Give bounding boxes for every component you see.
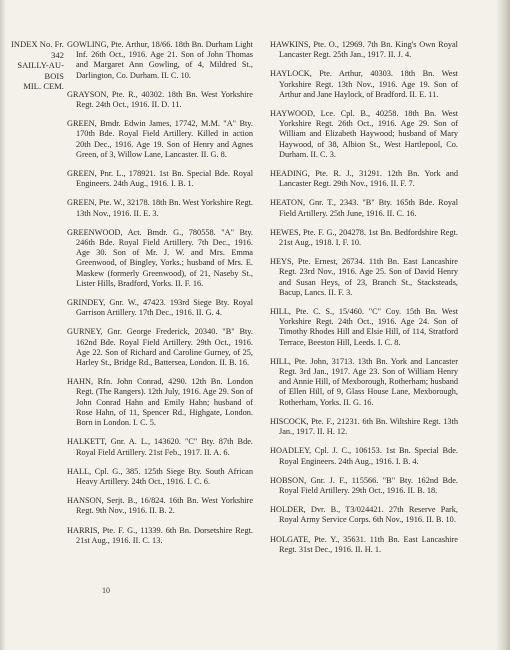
left-column <box>67 40 253 555</box>
burial-entry: GURNEY, Gnr. George Frederick, 20340. "B" Bty. 162nd Bde. Royal Field Artillery. 29th Oct., 1916. Age 22. Son of Richard and Caroline Gurney, of 25, Harley St., Bridge Rd., Battersea, London. II. B. 16. <box>67 327 253 368</box>
burial-entry: HAWKINS, Pte. O., 12969. 7th Bn. King's Own Royal Lancaster Regt. 25th Jan., 1917. II. J. 4. <box>270 40 458 60</box>
burial-entry: HOLGATE, Pte. Y., 35631. 11th Bn. East Lancashire Regt. 31st Dec., 1916. II. H. 1. <box>270 534 458 554</box>
burial-entry: HOBSON, Gnr. J. F., 115566. "B" Bty. 162nd Bde. Royal Field Artillery. 29th Oct., 1916. II. B. 18. <box>270 475 458 495</box>
burial-entry: GREENWOOD, Act. Bmdr. G., 780558. "A" Bty. 246th Bde. Royal Field Artillery. 7th Dec., 1916. Age 30. Son of Mr. J. W. and Mrs. Emma Greenwood, of Bingley, Yorks.; husband of Mrs. E. Maskew (formerly Greenwood), of 21, Naseby St., Lister Hills, Bradford, Yorks. II. F. 16. <box>67 227 253 288</box>
cemetery-type: MIL. CEM. <box>23 82 64 92</box>
burial-entry: HOADLEY, Cpl. J. C., 106153. 1st Bn. Special Bde. Royal Engineers. 24th Aug., 1916. I. B. 4. <box>270 446 458 466</box>
burial-entry: HEYS, Pte. Ernest, 26734. 11th Bn. East Lancashire Regt. 23rd Nov., 1916. Age 25. Son of David Henry and Susan Heys, of 23, Branch St., Stacksteads, Bacup, Lancs. II. F. 3. <box>270 257 458 297</box>
cemetery-index-header <box>4 40 64 93</box>
index-number: INDEX No. Fr. 342 <box>11 40 64 60</box>
burial-entry: GRAYSON, Pte. R., 40302. 18th Bn. West Yorkshire Regt. 24th Oct., 1916. II. D. 11. <box>67 89 253 110</box>
burial-entry: HEADING, Pte. R. J., 31291. 12th Bn. York and Lancaster Regt. 29th Nov., 1916. II. F. 7. <box>270 169 458 189</box>
book-spine-shadow <box>496 0 510 650</box>
burial-entry: GOWLING, Pte. Arthur, 18/66. 18th Bn. Durham Light Inf. 26th Oct., 1916. Age 21. Son of John Thomas and Margaret Ann Gowling, of 4, Mildred St., Darlington, Co. Durham. II. C. 10. <box>67 40 253 80</box>
burial-entry: HAHN, Rfn. John Conrad, 4290. 12th Bn. London Regt. (The Rangers). 12th July, 1916. Age 29. Son of John Conrad Hahn and Emily Hahn; husband of Rose Hahn, of 11, Spencer Rd., Highgate, London. Born in London. I. C. 5. <box>67 377 253 428</box>
burial-entry: HEATON, Gnr. T., 2343. "B" Bty. 165th Bde. Royal Field Artillery. 25th June, 1916. II. C. 16. <box>270 198 458 218</box>
burial-entry: HALKETT, Gnr. A. L., 143620. "C" Bty. 87th Bde. Royal Field Artillery. 21st Feb., 1917. II. A. 6. <box>67 437 253 457</box>
burial-entry: HOLDER, Dvr. B., T3/024421. 27th Reserve Park, Royal Army Service Corps. 6th Nov., 1916. II. B. 10. <box>270 505 458 525</box>
burial-entry: HAYLOCK, Pte. Arthur, 40303. 18th Bn. West Yorkshire Regt. 13th Nov., 1916. Age 19. Son of Arthur and Jane Haylock, of Bradford. II. E. 11. <box>270 69 458 99</box>
page-number: 10 <box>102 586 110 595</box>
burial-entry: GREEN, Pnr. L., 178921. 1st Bn. Special Bde. Royal Engineers. 24th Aug., 1916. I. B. 1. <box>67 169 253 189</box>
burial-entry: HAYWOOD, Lce. Cpl. B., 40258. 18th Bn. West Yorkshire Regt. 26th Oct., 1916. Age 29. Son of William and Elizabeth Haywood; husband of Mary Haywood, of 38, Albion St., West Hartlepool, Co. Durham. II. C. 3. <box>270 109 458 159</box>
page-edge-shadow <box>0 0 6 650</box>
burial-entry: HARRIS, Pte. F. G., 11339. 6th Bn. Dorsetshire Regt. 21st Aug., 1916. II. C. 13. <box>67 525 253 545</box>
burial-entry: HALL, Cpl. G., 385. 125th Siege Bty. South African Heavy Artillery. 24th Oct., 1916. I. C. 6. <box>67 466 253 486</box>
burial-entry: HANSON, Serjt. B., 16/824. 16th Bn. West Yorkshire Regt. 9th Nov., 1916. II. B. 2. <box>67 496 253 516</box>
burial-entry: GREEN, Pte. W., 32178. 18th Bn. West Yorkshire Regt. 13th Nov., 1916. II. E. 3. <box>67 198 253 218</box>
burial-entry: GREEN, Bmdr. Edwin James, 17742, M.M. "A" Bty. 170th Bde. Royal Field Artillery. Killed in action 20th Dec., 1916. Age 19. Son of Henry and Agnes Green, of 3, Willow Lane, Lancaster. II. G. 8. <box>67 119 253 159</box>
cemetery-name: SAILLY-AU-BOIS <box>17 61 64 81</box>
burial-entry: HEWES, Pte. F. G., 204278. 1st Bn. Bedfordshire Regt. 21st Aug., 1918. I. F. 10. <box>270 227 458 248</box>
burial-entry: GRINDEY, Gnr. W., 47423. 193rd Siege Bty. Royal Garrison Artillery. 17th Dec., 1916. II. G. 4. <box>67 298 253 318</box>
burial-entry: HISCOCK, Pte. F., 21231. 6th Bn. Wiltshire Regt. 13th Jan., 1917. II. H. 12. <box>270 416 458 437</box>
burial-entry: HILL, Pte. C. S., 15/460. "C" Coy. 15th Bn. West Yorkshire Regt. 24th Oct., 1916. Age 24. Son of Timothy Rhodes Hill and Elsie Hill, of 114, Stratford Terrace, Beeston Hill, Leeds. I. C. 8. <box>270 307 458 347</box>
right-column <box>270 40 458 564</box>
burial-entry: HILL, Pte. John, 31713. 13th Bn. York and Lancaster Regt. 3rd Jan., 1917. Age 23. Son of William Henry and Annie Hill, of Mexborough, Rotherham; husband of Ellen Hill, of 9, Glass House Lane, Mexborough, Rotherham, Yorks. II. G. 16. <box>270 356 458 407</box>
